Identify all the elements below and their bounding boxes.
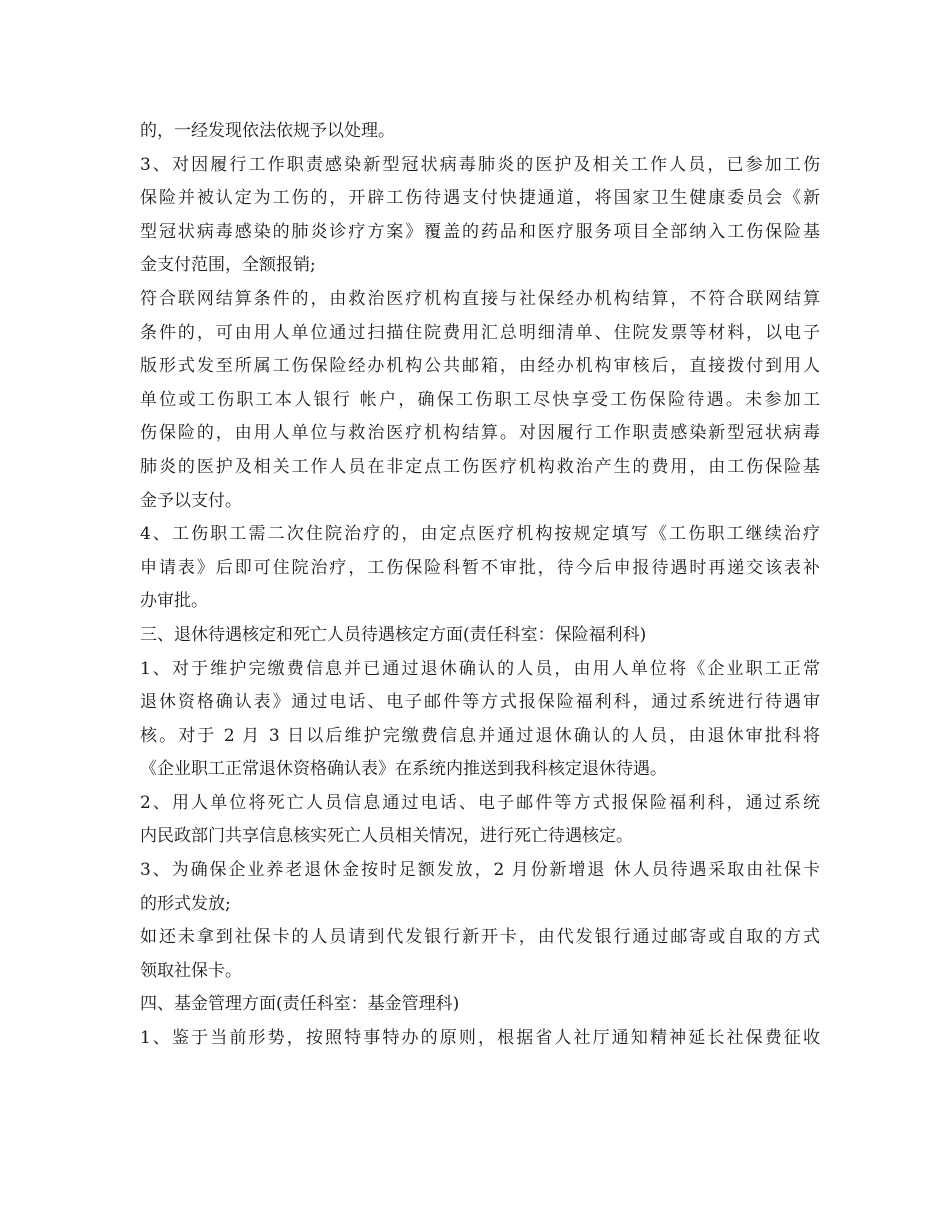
text-line: 三、退休待遇核定和死亡人员待遇核定方面(责任科室：保险福利科) [140,624,647,645]
text-line: 型冠状病毒感染的肺炎诊疗方案》覆盖的药品和医疗服务项目全部纳入工伤保险基 [140,221,820,242]
text-line: 1、对于维护完缴费信息并已通过退休确认的人员，由用人单位将《企业职工正常 [140,658,820,679]
document-body [140,115,820,1056]
text-line: 的形式发放; [140,893,231,914]
text-line: 单位或工伤职工本人银行 帐户，确保工伤职工尽快享受工伤保险待遇。未参加工 [140,389,820,410]
text-line: 核。对于 2 月 3 日以后维护完缴费信息并通过退休确认的人员，由退休审批科将 [140,725,820,746]
text-line: 2、用人单位将死亡人员信息通过电话、电子邮件等方式报保险福利科，通过系统 [140,792,820,813]
text-line: 伤保险的，由用人单位与救治医疗机构结算。对因履行工作职责感染新型冠状病毒 [140,423,820,444]
text-line: 的，一经发现依法依规予以处理。 [140,121,395,141]
text-line: 申请表》后即可住院治疗，工伤保险科暂不审批，待今后申报待遇时再递交该表补 [140,557,820,578]
text-line: 办审批。 [140,591,208,612]
text-line: 金予以支付。 [140,490,242,511]
text-line: 1、鉴于当前形势，按照特事特办的原则，根据省人社厅通知精神延长社保费征收 [140,1028,820,1049]
text-line: 肺炎的医护及相关工作人员在非定点工伤医疗机构救治产生的费用，由工伤保险基 [140,456,820,477]
text-line: 版形式发至所属工伤保险经办机构公共邮箱，由经办机构审核后，直接拨付到用人 [140,356,820,377]
text-line: 金支付范围，全额报销; [140,255,316,276]
text-line: 内民政部门共享信息核实死亡人员相关情况，进行死亡待遇核定。 [140,826,633,847]
text-line: 退休资格确认表》通过电话、电子邮件等方式报保险福利科，通过系统进行待遇审 [140,692,820,713]
text-line: 4、工伤职工需二次住院治疗的，由定点医疗机构按规定填写《工伤职工继续治疗 [140,524,820,545]
text-line: 四、基金管理方面(责任科室：基金管理科) [140,994,460,1015]
text-line: 符合联网结算条件的，由救治医疗机构直接与社保经办机构结算，不符合联网结算 [140,288,820,309]
text-line: 保险并被认定为工伤的，开辟工伤待遇支付快捷通道，将国家卫生健康委员会《新 [140,188,820,209]
text-line: 条件的，可由用人单位通过扫描住院费用汇总明细清单、住院发票等材料，以电子 [140,322,820,343]
text-line: 3、为确保企业养老退休金按时足额发放，2 月份新增退 休人员待遇采取由社保卡 [140,860,820,881]
text-line: 《企业职工正常退休资格确认表》在系统内推送到我科核定退休待遇。 [140,759,667,780]
text-line: 3、对因履行工作职责感染新型冠状病毒肺炎的医护及相关工作人员，已参加工伤 [140,154,820,175]
text-line: 领取社保卡。 [140,960,242,981]
text-line: 如还未拿到社保卡的人员请到代发银行新开卡，由代发银行通过邮寄或自取的方式 [140,927,820,948]
